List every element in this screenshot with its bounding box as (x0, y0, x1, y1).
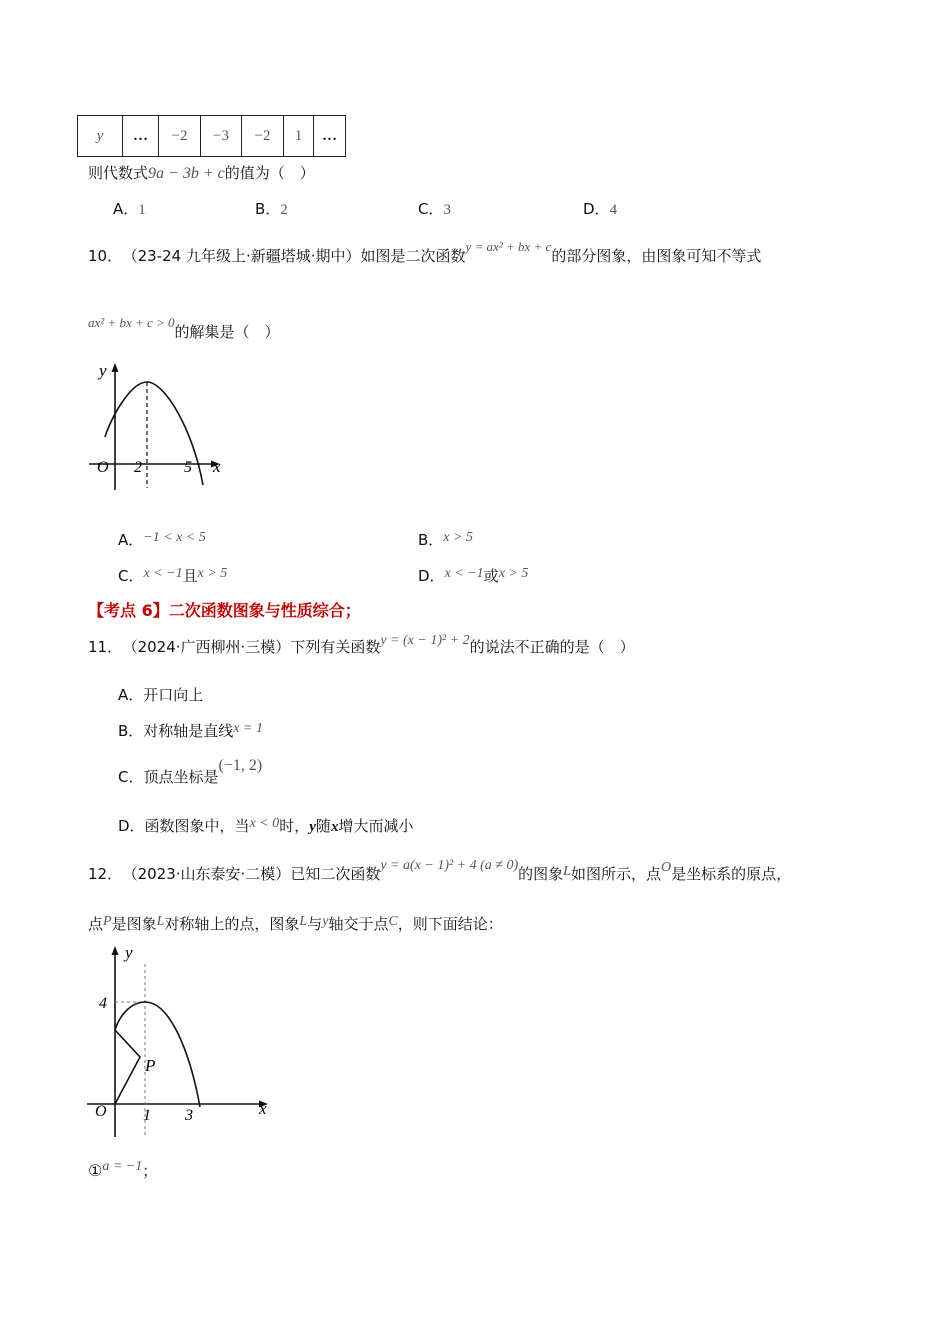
q10-option-b[interactable]: B．x > 5 (418, 530, 473, 549)
q11-option-d[interactable]: D．函数图象中，当x < 0时，y随x增大而减小 (118, 816, 414, 835)
table-cell: −3 (201, 116, 242, 157)
table-cell: y (78, 116, 123, 157)
q12-tick-1: 1 (143, 1107, 151, 1124)
q12-conclusion-1: ①a = −1； (88, 1159, 158, 1180)
q11-stem: 11． （2024·广西柳州·三模）下列有关函数y = (x − 1)² + 2的说法不正确的是（ ） (88, 633, 635, 656)
q10-origin-label: O (97, 459, 109, 476)
q11-function: y = (x − 1)² + 2 (380, 633, 470, 648)
q12-graph (85, 942, 285, 1142)
q10-tick-2: 2 (134, 459, 142, 476)
q12-segments-pc-po (115, 1030, 140, 1104)
q10-x-label: x (213, 457, 221, 476)
q12-parabola (115, 1002, 200, 1107)
section-heading: 【考点 6】二次函数图象与性质综合； (88, 601, 361, 620)
q9-stem: 则代数式9a − 3b + c的值为（ ） (88, 164, 315, 182)
q9-option-d[interactable]: D．4 (583, 200, 618, 218)
q10-y-label: y (99, 361, 107, 380)
q10-y-arrow (112, 363, 119, 372)
table-cell: −2 (242, 116, 284, 157)
q10-stem: 10． （23-24 九年级上·新疆塔城·期中）如图是二次函数y = ax² + bx + c的部分图象，由图象可知不等式 (88, 239, 762, 265)
q12-y-arrow (112, 946, 119, 955)
table-cell: −2 (159, 116, 201, 157)
q12-point-p-label: P (145, 1056, 156, 1075)
q12-x-label: x (259, 1099, 267, 1118)
q10-inequality: ax² + bx + c > 0 (88, 315, 175, 330)
q12-function: y = a(x − 1)² + 4 (a ≠ 0) (380, 858, 519, 873)
q11-option-c[interactable]: C．顶点坐标是(−1, 2) (118, 757, 263, 786)
q10-option-c[interactable]: C．x < −1且x > 5 (118, 566, 228, 585)
q12-origin-label: O (95, 1103, 107, 1120)
table-cell: 1 (284, 116, 314, 157)
q12-tick-3: 3 (185, 1107, 193, 1124)
q10-graph (85, 360, 235, 495)
value-table (77, 115, 346, 157)
q9-option-c[interactable]: C．3 (418, 200, 451, 218)
q10-stem-line2: ax² + bx + c > 0的解集是（ ） (88, 315, 280, 341)
q9-option-b[interactable]: B．2 (255, 200, 288, 218)
q12-tick-4: 4 (99, 995, 107, 1012)
q11-option-a[interactable]: A．开口向上 (118, 686, 204, 704)
q10-function: y = ax² + bx + c (465, 239, 552, 254)
q12-y-label: y (125, 943, 133, 962)
q10-option-a[interactable]: A．−1 < x < 5 (118, 530, 206, 549)
q12-stem-line2: 点P是图象L对称轴上的点，图象L与y轴交于点C，则下面结论： (88, 914, 503, 933)
table-cell: … (123, 116, 159, 157)
q10-option-d[interactable]: D．x < −1或x > 5 (418, 566, 529, 585)
table-cell: … (314, 116, 346, 157)
q9-option-a[interactable]: A．1 (113, 200, 146, 218)
q12-stem: 12． （2023·山东泰安·二模）已知二次函数y = a(x − 1)² + 4 (a ≠ 0)的图象L如图所示，点O是坐标系的原点， (88, 858, 792, 883)
q10-tick-5: 5 (184, 459, 192, 476)
q11-option-b[interactable]: B．对称轴是直线x = 1 (118, 721, 263, 740)
q9-expression: 9a − 3b + c (148, 165, 225, 182)
